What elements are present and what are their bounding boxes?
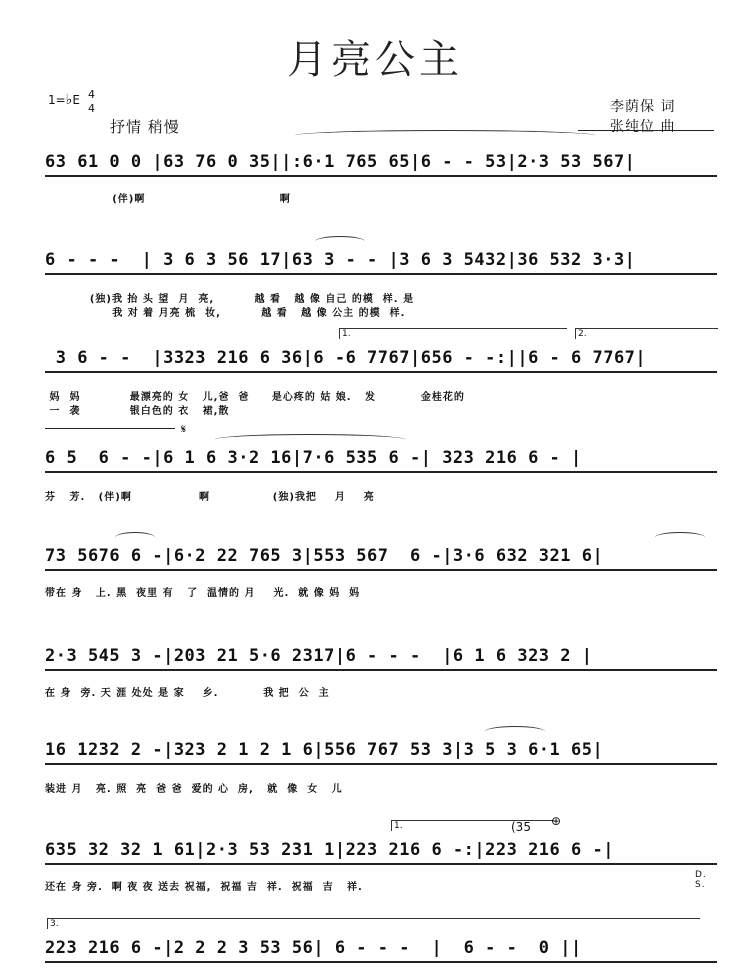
time-signature — [88, 88, 95, 116]
notes-line: 6 5 6 - -|6 1 6 3·2 16|7·6 535 6 -| 323 216 6 - | — [45, 448, 717, 473]
slur — [655, 532, 705, 543]
coda-icon: ⊕ — [551, 814, 562, 828]
key-letter: E — [72, 93, 80, 107]
coda-note: (35 — [511, 820, 531, 834]
volta-bracket-1: 1. — [391, 820, 554, 831]
slur — [315, 236, 365, 247]
lyric-line: 我 对 着 月亮 梳 妆, 越 看 越 像 公主 的模 样. — [45, 308, 406, 319]
time-sig-bottom: 4 — [88, 102, 95, 115]
song-title: 月亮公主 — [287, 37, 463, 83]
volta-bracket-3: 3. — [47, 918, 700, 929]
lyric-line: 装进 月 亮. 照 亮 爸 爸 爱的 心 房, 就 像 女 儿 — [45, 784, 343, 795]
notes-line: 6 - - - | 3 6 3 56 17|63 3 - - |3 6 3 5432|36 532 3·3| — [45, 250, 717, 275]
notes-line: 73 5676 6 -|6·2 22 765 3|553 567 6 -|3·6 632 321 6| — [45, 546, 717, 571]
lyric-line: 妈 妈 最漂亮的 女 儿,爸 爸 是心疼的 姑 娘. 发 金桂花的 — [45, 392, 465, 403]
notes-line: 63 61 0 0 |63 76 0 35||:6·1 765 65|6 - - 53|2·3 53 567| — [45, 152, 717, 177]
tempo-marking: 抒情 稍慢 — [110, 118, 180, 136]
key-prefix: 1= — [48, 93, 66, 107]
slur — [295, 130, 595, 141]
notes-line: 635 32 32 1 61|2·3 53 231 1|223 216 6 -:|223 216 6 -| — [45, 840, 717, 865]
composer-credit: 张纯位 曲 — [610, 119, 676, 135]
lyric-line: 一 袭 银白色的 衣 裙,散 — [45, 406, 230, 417]
lyric-line: (伴)啊 啊 — [45, 194, 291, 205]
notes-line: 2·3 545 3 -|203 21 5·6 2317|6 - - - |6 1 6 323 2 | — [45, 646, 717, 671]
notes-line: 223 216 6 -|2 2 2 3 53 56| 6 - - - | 6 - - 0 || — [45, 938, 717, 963]
lyricist-credit: 李荫保 词 — [610, 99, 676, 115]
time-sig-top: 4 — [88, 88, 95, 101]
flat-icon: ♭ — [65, 92, 73, 108]
notes-line: 16 1232 2 -|323 2 1 2 1 6|556 767 53 3|3 5 3 6·1 65| — [45, 740, 717, 765]
lyric-line: 在 身 旁. 天 涯 处处 是 家 乡. 我 把 公 主 — [45, 688, 330, 699]
lyric-line: (独)我 抬 头 望 月 亮, 越 看 越 像 自己 的模 样. 是 — [45, 294, 415, 305]
lyric-line: 芬 芳. (伴)啊 啊 (独)我把 月 亮 — [45, 492, 375, 503]
lyric-line: 带在 身 上. 黑 夜里 有 了 温情的 月 光. 就 像 妈 妈 — [45, 588, 361, 599]
volta-bracket-1: 1. — [339, 328, 567, 339]
ds-marking: D. S. — [695, 870, 707, 890]
slur — [485, 726, 545, 737]
slur — [115, 532, 155, 543]
key-signature — [48, 92, 80, 108]
volta-bracket-2: 2. — [575, 328, 718, 339]
lyric-line: 还在 身 旁. 啊 夜 夜 送去 祝福, 祝福 吉 祥. 祝福 吉 祥. — [45, 882, 363, 893]
credit-rule — [578, 130, 714, 131]
notes-line: 3 6 - - |3323 216 6 36|6 -6 7767|656 - -:||6 - 6 7767| — [45, 348, 717, 373]
slur — [215, 434, 405, 445]
continuation-rule — [45, 428, 175, 429]
segno-icon: 𝄋 — [181, 422, 187, 436]
